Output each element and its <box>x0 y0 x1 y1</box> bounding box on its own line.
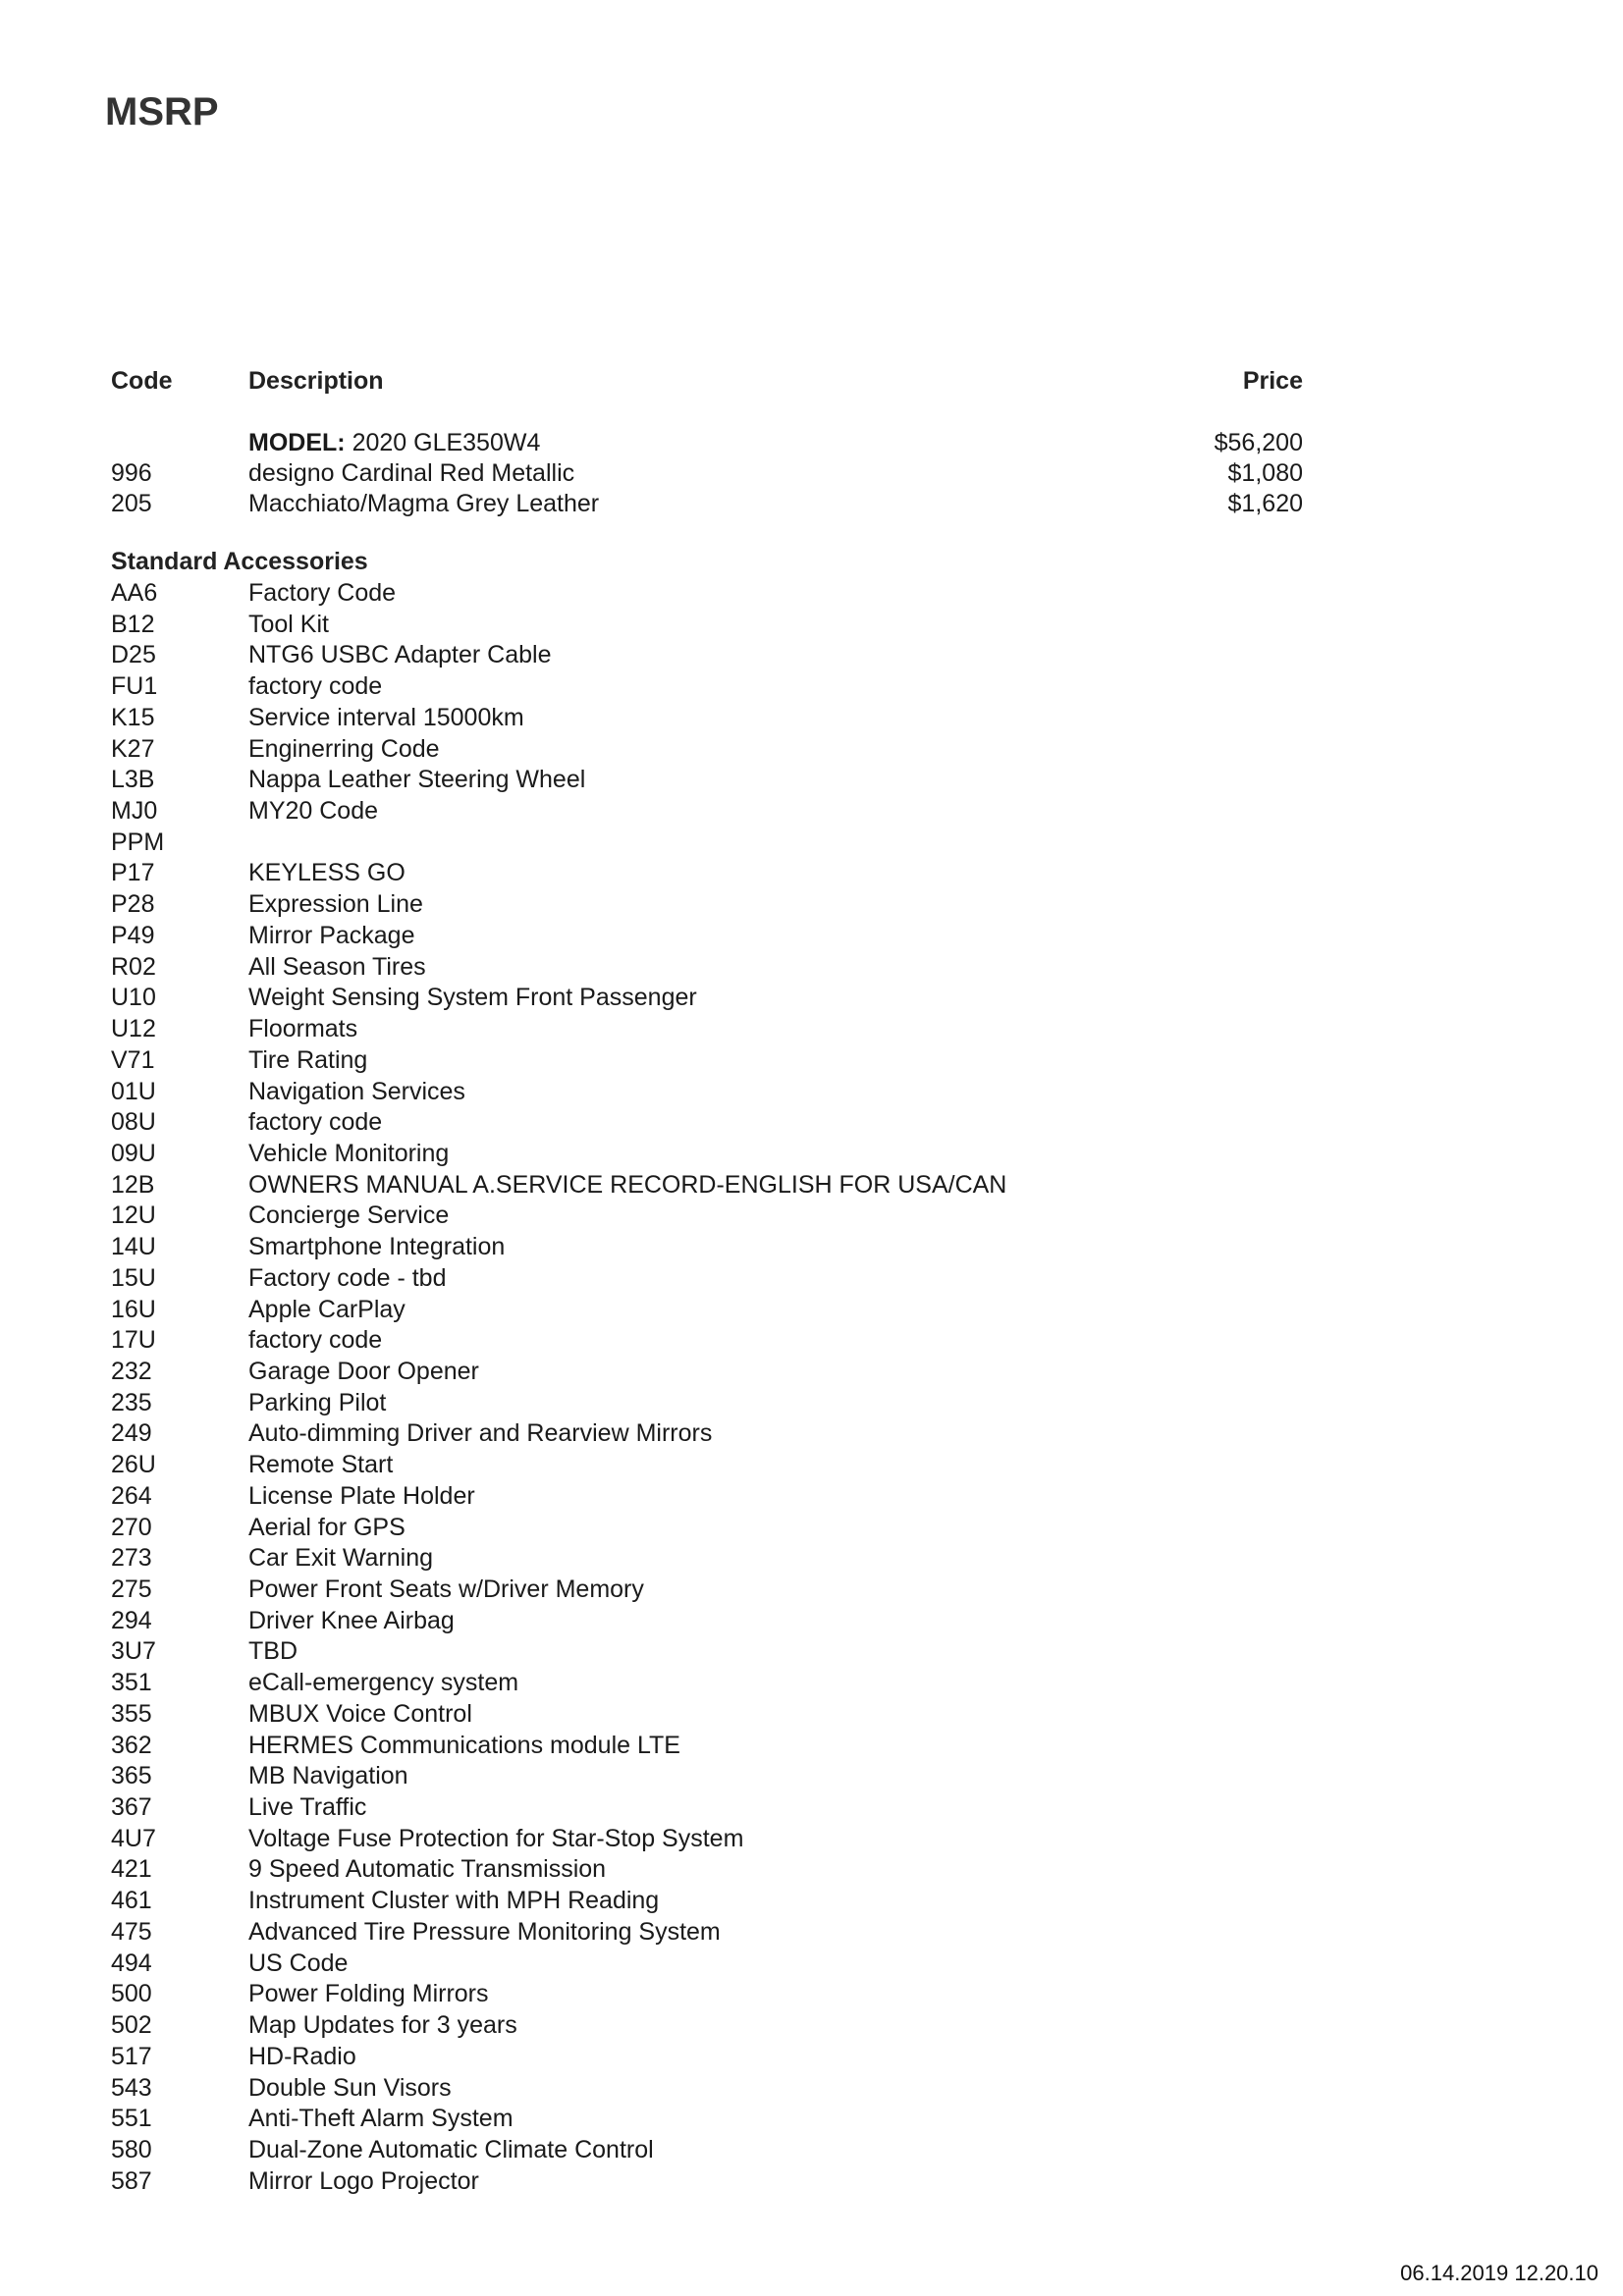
accessory-row <box>0 1201 1623 1232</box>
accessory-row <box>0 1232 1623 1263</box>
column-header-code: Code <box>111 367 173 395</box>
accessory-row <box>0 1357 1623 1388</box>
accessory-description: factory code <box>248 672 383 701</box>
accessory-code: P28 <box>111 890 155 919</box>
accessory-description: Nappa Leather Steering Wheel <box>248 766 586 794</box>
accessory-description: eCall-emergency system <box>248 1669 519 1697</box>
accessory-row <box>0 640 1623 671</box>
option-row <box>0 489 1623 519</box>
accessory-row <box>0 671 1623 703</box>
accessory-row <box>0 2042 1623 2073</box>
accessory-description: factory code <box>248 1326 383 1355</box>
accessory-code: K27 <box>111 734 155 763</box>
accessory-row <box>0 1792 1623 1824</box>
option-code: 996 <box>111 459 152 487</box>
accessory-code: MJ0 <box>111 797 158 826</box>
accessory-code: 551 <box>111 2105 152 2133</box>
accessory-description: Factory code - tbd <box>248 1263 447 1292</box>
accessory-description: Map Updates for 3 years <box>248 2011 517 2040</box>
accessory-row <box>0 889 1623 921</box>
accessory-code: 543 <box>111 2073 152 2102</box>
accessory-row <box>0 1450 1623 1481</box>
accessory-description: Power Front Seats w/Driver Memory <box>248 1575 644 1603</box>
accessory-code: U10 <box>111 984 156 1012</box>
accessory-row <box>0 1731 1623 1762</box>
accessory-code: 235 <box>111 1388 152 1416</box>
accessory-code: 294 <box>111 1606 152 1634</box>
accessory-code: 12U <box>111 1201 156 1230</box>
accessory-description: Weight Sensing System Front Passenger <box>248 984 697 1012</box>
accessory-row <box>0 1543 1623 1575</box>
option-price: $1,080 <box>1227 459 1303 487</box>
accessory-description: Advanced Tire Pressure Monitoring System <box>248 1917 721 1946</box>
accessory-row <box>0 1575 1623 1606</box>
accessory-description: Voltage Fuse Protection for Star-Stop System <box>248 1824 744 1852</box>
accessory-row <box>0 1170 1623 1201</box>
option-code: 205 <box>111 490 152 517</box>
accessory-code: 4U7 <box>111 1824 156 1852</box>
page-title: MSRP <box>105 90 219 133</box>
accessory-description: License Plate Holder <box>248 1481 475 1510</box>
accessory-description: Floormats <box>248 1015 358 1043</box>
accessory-description: Tool Kit <box>248 610 329 638</box>
accessory-description: Expression Line <box>248 890 423 919</box>
accessory-row <box>0 1295 1623 1326</box>
accessory-row <box>0 1418 1623 1450</box>
accessory-description: NTG6 USBC Adapter Cable <box>248 641 552 669</box>
option-row <box>0 458 1623 489</box>
accessory-code: U12 <box>111 1015 156 1043</box>
accessory-row <box>0 1388 1623 1419</box>
accessory-code: 12B <box>111 1170 155 1199</box>
accessory-description: Smartphone Integration <box>248 1233 506 1261</box>
accessory-code: 14U <box>111 1233 156 1261</box>
option-description: Macchiato/Magma Grey Leather <box>248 490 600 517</box>
accessory-row <box>0 1699 1623 1731</box>
accessory-row <box>0 2010 1623 2042</box>
accessory-description: Parking Pilot <box>248 1388 387 1416</box>
accessory-description: 9 Speed Automatic Transmission <box>248 1855 607 1884</box>
accessory-row <box>0 1824 1623 1855</box>
accessory-row <box>0 1761 1623 1792</box>
accessory-code: 587 <box>111 2166 152 2195</box>
accessory-row <box>0 2073 1623 2105</box>
accessory-code: PPM <box>111 828 165 856</box>
accessory-description: KEYLESS GO <box>248 859 406 887</box>
accessory-description: Service interval 15000km <box>248 703 524 731</box>
accessory-description: Concierge Service <box>248 1201 450 1230</box>
accessory-description: Car Exit Warning <box>248 1544 434 1573</box>
accessory-code: 08U <box>111 1108 156 1137</box>
accessory-row <box>0 1886 1623 1917</box>
accessory-row <box>0 734 1623 766</box>
accessory-row <box>0 1263 1623 1295</box>
accessory-description: Navigation Services <box>248 1077 465 1105</box>
column-header-description: Description <box>248 367 384 395</box>
accessory-row <box>0 858 1623 889</box>
accessory-code: 517 <box>111 2042 152 2070</box>
model-price: $56,200 <box>1214 429 1303 456</box>
accessory-row <box>0 1014 1623 1045</box>
accessory-row <box>0 1636 1623 1668</box>
accessory-description: Driver Knee Airbag <box>248 1606 455 1634</box>
accessory-code: 3U7 <box>111 1637 156 1666</box>
accessory-row <box>0 2166 1623 2198</box>
accessory-row <box>0 983 1623 1014</box>
option-description: designo Cardinal Red Metallic <box>248 459 575 487</box>
accessory-row <box>0 921 1623 952</box>
accessory-code: 461 <box>111 1887 152 1915</box>
accessory-row <box>0 2104 1623 2135</box>
accessory-row <box>0 1513 1623 1544</box>
accessory-description: Vehicle Monitoring <box>248 1139 450 1167</box>
accessory-description: HD-Radio <box>248 2042 356 2070</box>
accessory-row <box>0 1979 1623 2010</box>
accessory-code: 475 <box>111 1917 152 1946</box>
accessory-description: Remote Start <box>248 1451 394 1479</box>
accessory-row <box>0 952 1623 984</box>
accessory-description: Anti-Theft Alarm System <box>248 2105 514 2133</box>
accessory-code: 494 <box>111 1949 152 1977</box>
accessory-code: P49 <box>111 921 155 949</box>
print-timestamp: 06.14.2019 12.20.10 <box>1400 2261 1598 2285</box>
accessory-description: MY20 Code <box>248 797 379 826</box>
accessory-row <box>0 828 1623 859</box>
accessory-code: 270 <box>111 1513 152 1541</box>
accessory-description: Aerial for GPS <box>248 1513 406 1541</box>
accessory-description: MBUX Voice Control <box>248 1699 472 1728</box>
accessory-row <box>0 1949 1623 1980</box>
accessory-row <box>0 2135 1623 2166</box>
accessory-code: 421 <box>111 1855 152 1884</box>
accessory-row <box>0 1077 1623 1108</box>
accessory-code: 502 <box>111 2011 152 2040</box>
accessory-description: Dual-Zone Automatic Climate Control <box>248 2135 654 2163</box>
accessory-code: 273 <box>111 1544 152 1573</box>
accessory-description: Garage Door Opener <box>248 1357 479 1385</box>
accessory-row <box>0 578 1623 610</box>
accessory-row <box>0 1107 1623 1139</box>
accessory-row <box>0 1325 1623 1357</box>
accessory-description: factory code <box>248 1108 383 1137</box>
accessory-description: Enginerring Code <box>248 734 440 763</box>
accessory-code: 367 <box>111 1793 152 1822</box>
option-price: $1,620 <box>1227 490 1303 517</box>
accessory-code: 17U <box>111 1326 156 1355</box>
accessory-code: 351 <box>111 1669 152 1697</box>
accessory-row <box>0 1045 1623 1077</box>
model-label: MODEL: <box>248 429 346 456</box>
accessory-code: 362 <box>111 1731 152 1759</box>
model-description <box>248 428 540 458</box>
accessory-code: 249 <box>111 1419 152 1448</box>
accessory-code: 01U <box>111 1077 156 1105</box>
accessory-description: Auto-dimming Driver and Rearview Mirrors <box>248 1419 713 1448</box>
accessory-code: 275 <box>111 1575 152 1603</box>
accessory-code: V71 <box>111 1045 155 1074</box>
accessory-description: HERMES Communications module LTE <box>248 1731 680 1759</box>
accessory-row <box>0 1668 1623 1699</box>
accessory-code: 264 <box>111 1481 152 1510</box>
accessory-code: K15 <box>111 703 155 731</box>
accessory-description: Live Traffic <box>248 1793 367 1822</box>
accessory-row <box>0 703 1623 734</box>
accessory-row <box>0 796 1623 828</box>
accessory-row <box>0 1606 1623 1637</box>
accessory-code: 580 <box>111 2135 152 2163</box>
accessory-code: 16U <box>111 1295 156 1323</box>
accessory-code: 09U <box>111 1139 156 1167</box>
accessory-description: Tire Rating <box>248 1045 368 1074</box>
accessory-row <box>0 610 1623 641</box>
accessory-code: 15U <box>111 1263 156 1292</box>
standard-accessories-heading: Standard Accessories <box>111 548 368 575</box>
accessory-code: 26U <box>111 1451 156 1479</box>
model-row <box>0 428 1623 458</box>
accessory-description: TBD <box>248 1637 298 1666</box>
accessory-code: D25 <box>111 641 156 669</box>
accessory-description: MB Navigation <box>248 1762 408 1790</box>
accessory-code: 232 <box>111 1357 152 1385</box>
accessory-code: L3B <box>111 766 155 794</box>
accessory-description: US Code <box>248 1949 349 1977</box>
accessory-code: B12 <box>111 610 155 638</box>
accessory-code: 355 <box>111 1699 152 1728</box>
accessory-row <box>0 765 1623 796</box>
standard-accessories-list <box>0 578 1623 2197</box>
accessory-description: All Season Tires <box>248 952 426 981</box>
accessory-row <box>0 1481 1623 1513</box>
accessory-code: P17 <box>111 859 155 887</box>
column-header-price: Price <box>1242 367 1303 395</box>
accessory-code: 365 <box>111 1762 152 1790</box>
accessory-description: Mirror Logo Projector <box>248 2166 479 2195</box>
accessory-description: Instrument Cluster with MPH Reading <box>248 1887 660 1915</box>
accessory-description: OWNERS MANUAL A.SERVICE RECORD-ENGLISH FOR USA/CAN <box>248 1170 1007 1199</box>
accessory-description: Double Sun Visors <box>248 2073 452 2102</box>
accessory-code: R02 <box>111 952 156 981</box>
accessory-description: Apple CarPlay <box>248 1295 406 1323</box>
accessory-description: Power Folding Mirrors <box>248 1980 489 2008</box>
accessory-code: AA6 <box>111 579 158 607</box>
accessory-code: FU1 <box>111 672 158 701</box>
accessory-description: Factory Code <box>248 579 397 607</box>
accessory-row <box>0 1139 1623 1170</box>
accessory-code: 500 <box>111 1980 152 2008</box>
accessory-row <box>0 1917 1623 1949</box>
model-value: 2020 GLE350W4 <box>352 429 541 456</box>
accessory-row <box>0 1854 1623 1886</box>
accessory-description: Mirror Package <box>248 921 415 949</box>
